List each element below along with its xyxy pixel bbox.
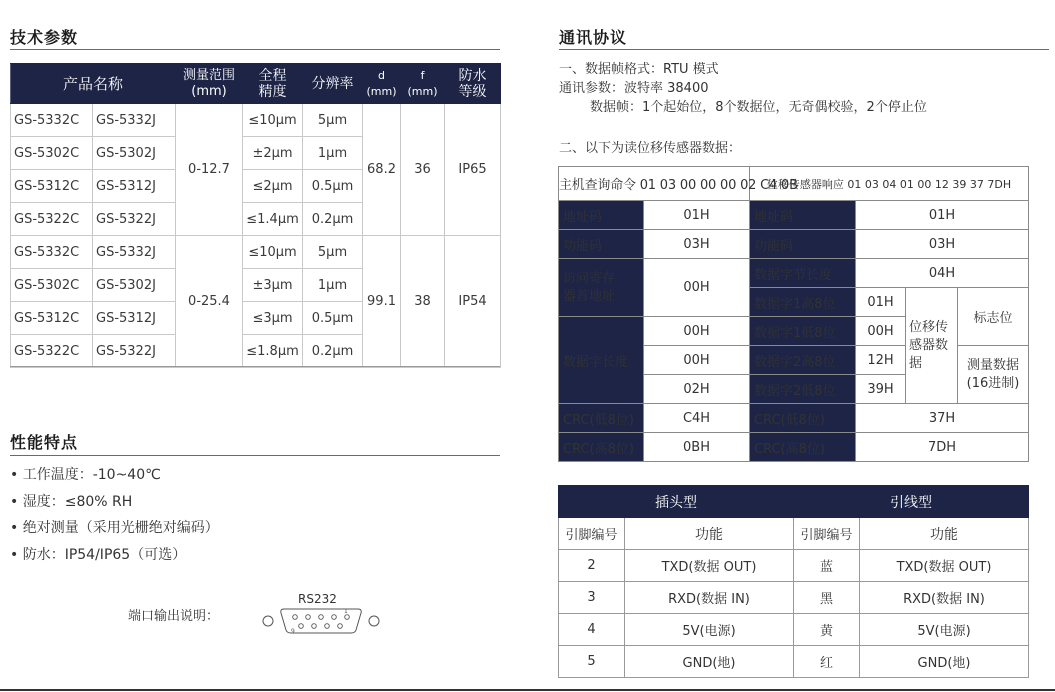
resp-func-value: 03H (856, 230, 1029, 259)
resp-crc-high-label: CRC(高8位) (750, 433, 856, 462)
accuracy-cell: ≤10μm (243, 104, 303, 137)
measurement-data-label: 测量数据 (16进制) (958, 346, 1029, 404)
function-header: 功能 (625, 518, 794, 550)
resolution-cell: 0.2μm (303, 203, 363, 236)
product-j: GS-5322J (93, 203, 176, 236)
data-frame-line: 数据帧：1个起始位，8个数据位，无奇偶校验，2个停止位 (590, 100, 927, 115)
feature-item: • 绝对测量（采用光栅绝对编码） (10, 520, 219, 536)
pin-no-header: 引脚编号 (794, 518, 860, 550)
plug-pin-number: 3 (559, 582, 625, 614)
resolution-cell: 0.5μm (303, 302, 363, 335)
resp-d2h-value: 12H (856, 346, 906, 375)
resolution-cell: 0.5μm (303, 170, 363, 203)
connector-pin-9: 9 (291, 628, 295, 635)
lead-wire-function: RXD(数据 IN) (860, 582, 1029, 614)
resolution-cell: 1μm (303, 269, 363, 302)
plug-pin-function: RXD(数据 IN) (625, 582, 794, 614)
data-len-value: 00H (644, 346, 750, 375)
resolution-cell: 1μm (303, 137, 363, 170)
product-j: GS-5322J (93, 335, 176, 368)
range-cell: 0-12.7 (176, 104, 243, 236)
ip-cell: IP65 (445, 104, 501, 236)
feature-item: • 工作温度：-10~40℃ (10, 467, 161, 483)
spec-header-resolution: 分辨率 (303, 64, 363, 104)
resp-crc-low-value: 37H (856, 404, 1029, 433)
crc-low-label: CRC(低8位) (559, 404, 644, 433)
d-cell: 68.2 (363, 104, 401, 236)
resp-d1h-label: 数据字1高8位 (750, 288, 856, 317)
lead-type-header: 引线型 (794, 486, 1029, 518)
spec-header-f: f (mm) (401, 64, 445, 104)
plug-pin-function: 5V(电源) (625, 614, 794, 646)
resp-crc-low-label: CRC(低8位) (750, 404, 856, 433)
spec-row (11, 236, 501, 269)
rs232-label: RS232 (298, 592, 337, 606)
plug-pin-number: 5 (559, 646, 625, 678)
resp-bytes-label: 数据字节长度 (750, 259, 856, 288)
product-c: GS-5312C (11, 170, 93, 203)
data-len-label: 数据字长度 (559, 317, 644, 404)
spec-header-waterproof: 防水 等级 (445, 64, 501, 104)
product-c: GS-5302C (11, 269, 93, 302)
resolution-cell: 0.2μm (303, 335, 363, 368)
d-cell: 99.1 (363, 236, 401, 368)
tech-params-title: 技术参数 (10, 28, 79, 47)
product-j: GS-5302J (93, 137, 176, 170)
addr-label: 地址码 (559, 201, 644, 230)
resp-func-label: 功能码 (750, 230, 856, 259)
resp-d1h-value: 01H (856, 288, 906, 317)
crc-high-label: CRC(高8位) (559, 433, 644, 462)
spec-header-range: 测量范围 (mm) (176, 64, 243, 104)
read-sensor-line: 二、以下为读位移传感器数据： (559, 141, 742, 156)
frame-format-line: 一、数据帧格式：RTU 模式 (559, 62, 719, 77)
spec-row (11, 104, 501, 137)
product-j: GS-5312J (93, 170, 176, 203)
lead-wire-function: GND(地) (860, 646, 1029, 678)
product-j: GS-5332J (93, 104, 176, 137)
addr-value: 01H (644, 201, 750, 230)
lead-wire-color: 黑 (794, 582, 860, 614)
data-len-value: 02H (644, 375, 750, 404)
comm-protocol-title: 通讯协议 (559, 28, 628, 47)
crc-low-value: C4H (644, 404, 750, 433)
product-c: GS-5322C (11, 203, 93, 236)
plug-type-header: 插头型 (559, 486, 794, 518)
resp-addr-label: 地址码 (750, 201, 856, 230)
accuracy-cell: ≤3μm (243, 302, 303, 335)
data-len-value: 00H (644, 317, 750, 346)
protocol-table (558, 166, 1029, 462)
accuracy-cell: ≤1.8μm (243, 335, 303, 368)
resp-crc-high-value: 7DH (856, 433, 1029, 462)
displacement-data-label: 位移传 感器数 据 (906, 288, 958, 404)
resp-bytes-value: 04H (856, 259, 1029, 288)
range-cell: 0-25.4 (176, 236, 243, 368)
resp-d1l-label: 数据字1低8位 (750, 317, 856, 346)
pin-table (558, 485, 1029, 678)
master-query-cmd: 主机查询命令 01 03 00 00 00 02 C4 0B (559, 167, 750, 201)
ip-cell: IP54 (445, 236, 501, 368)
accuracy-cell: ≤10μm (243, 236, 303, 269)
product-j: GS-5332J (93, 236, 176, 269)
spec-table-bottom-rule (10, 366, 500, 367)
plug-pin-function: TXD(数据 OUT) (625, 550, 794, 582)
resolution-cell: 5μm (303, 104, 363, 137)
pin-row (559, 550, 1029, 582)
resp-d2h-label: 数据字2高8位 (750, 346, 856, 375)
lead-wire-color: 蓝 (794, 550, 860, 582)
pin-row (559, 614, 1029, 646)
page-bottom-rule (0, 689, 1055, 691)
comm-divider (559, 49, 1049, 50)
plug-pin-number: 4 (559, 614, 625, 646)
pin-row (559, 582, 1029, 614)
accuracy-cell: ≤1.4μm (243, 203, 303, 236)
comm-params-line: 通讯参数：波特率 38400 (559, 81, 709, 96)
pin-row (559, 646, 1029, 678)
function-header: 功能 (860, 518, 1029, 550)
rs232-connector-icon (258, 604, 388, 638)
f-cell: 38 (401, 236, 445, 368)
resp-d2l-label: 数据字2低8位 (750, 375, 856, 404)
product-c: GS-5312C (11, 302, 93, 335)
resp-d1l-value: 00H (856, 317, 906, 346)
plug-pin-number: 2 (559, 550, 625, 582)
resolution-cell: 5μm (303, 236, 363, 269)
spec-header-d: d (mm) (363, 64, 401, 104)
accuracy-cell: ±2μm (243, 137, 303, 170)
accuracy-cell: ≤2μm (243, 170, 303, 203)
product-c: GS-5322C (11, 335, 93, 368)
flag-label: 标志位 (958, 288, 1029, 346)
reg-addr-value: 00H (644, 259, 750, 317)
crc-high-value: 0BH (644, 433, 750, 462)
perf-title: 性能特点 (10, 433, 79, 452)
product-c: GS-5332C (11, 104, 93, 137)
lead-wire-color: 红 (794, 646, 860, 678)
lead-wire-color: 黄 (794, 614, 860, 646)
resp-d2l-value: 39H (856, 375, 906, 404)
pin-no-header: 引脚编号 (559, 518, 625, 550)
perf-divider (10, 455, 500, 456)
lead-wire-function: 5V(电源) (860, 614, 1029, 646)
sensor-response: 位移传感器响应 01 03 04 01 00 12 39 37 7DH (750, 167, 1029, 201)
product-j: GS-5312J (93, 302, 176, 335)
tech-params-divider (10, 49, 500, 50)
port-label: 端口输出说明： (128, 609, 220, 624)
resp-addr-value: 01H (856, 201, 1029, 230)
product-c: GS-5332C (11, 236, 93, 269)
spec-header-accuracy: 全程 精度 (243, 64, 303, 104)
accuracy-cell: ±3μm (243, 269, 303, 302)
lead-wire-function: TXD(数据 OUT) (860, 550, 1029, 582)
feature-item: • 防水：IP54/IP65（可选） (10, 547, 187, 563)
product-c: GS-5302C (11, 137, 93, 170)
connector-pin-1: 1 (344, 608, 348, 615)
product-j: GS-5302J (93, 269, 176, 302)
spec-header-product: 产品名称 (11, 64, 176, 104)
func-value: 03H (644, 230, 750, 259)
spec-table (10, 63, 501, 368)
func-label: 功能码 (559, 230, 644, 259)
plug-pin-function: GND(地) (625, 646, 794, 678)
f-cell: 36 (401, 104, 445, 236)
reg-addr-label: 访问寄存 器首地址 (559, 259, 644, 317)
feature-item: • 湿度：≤80% RH (10, 494, 133, 510)
